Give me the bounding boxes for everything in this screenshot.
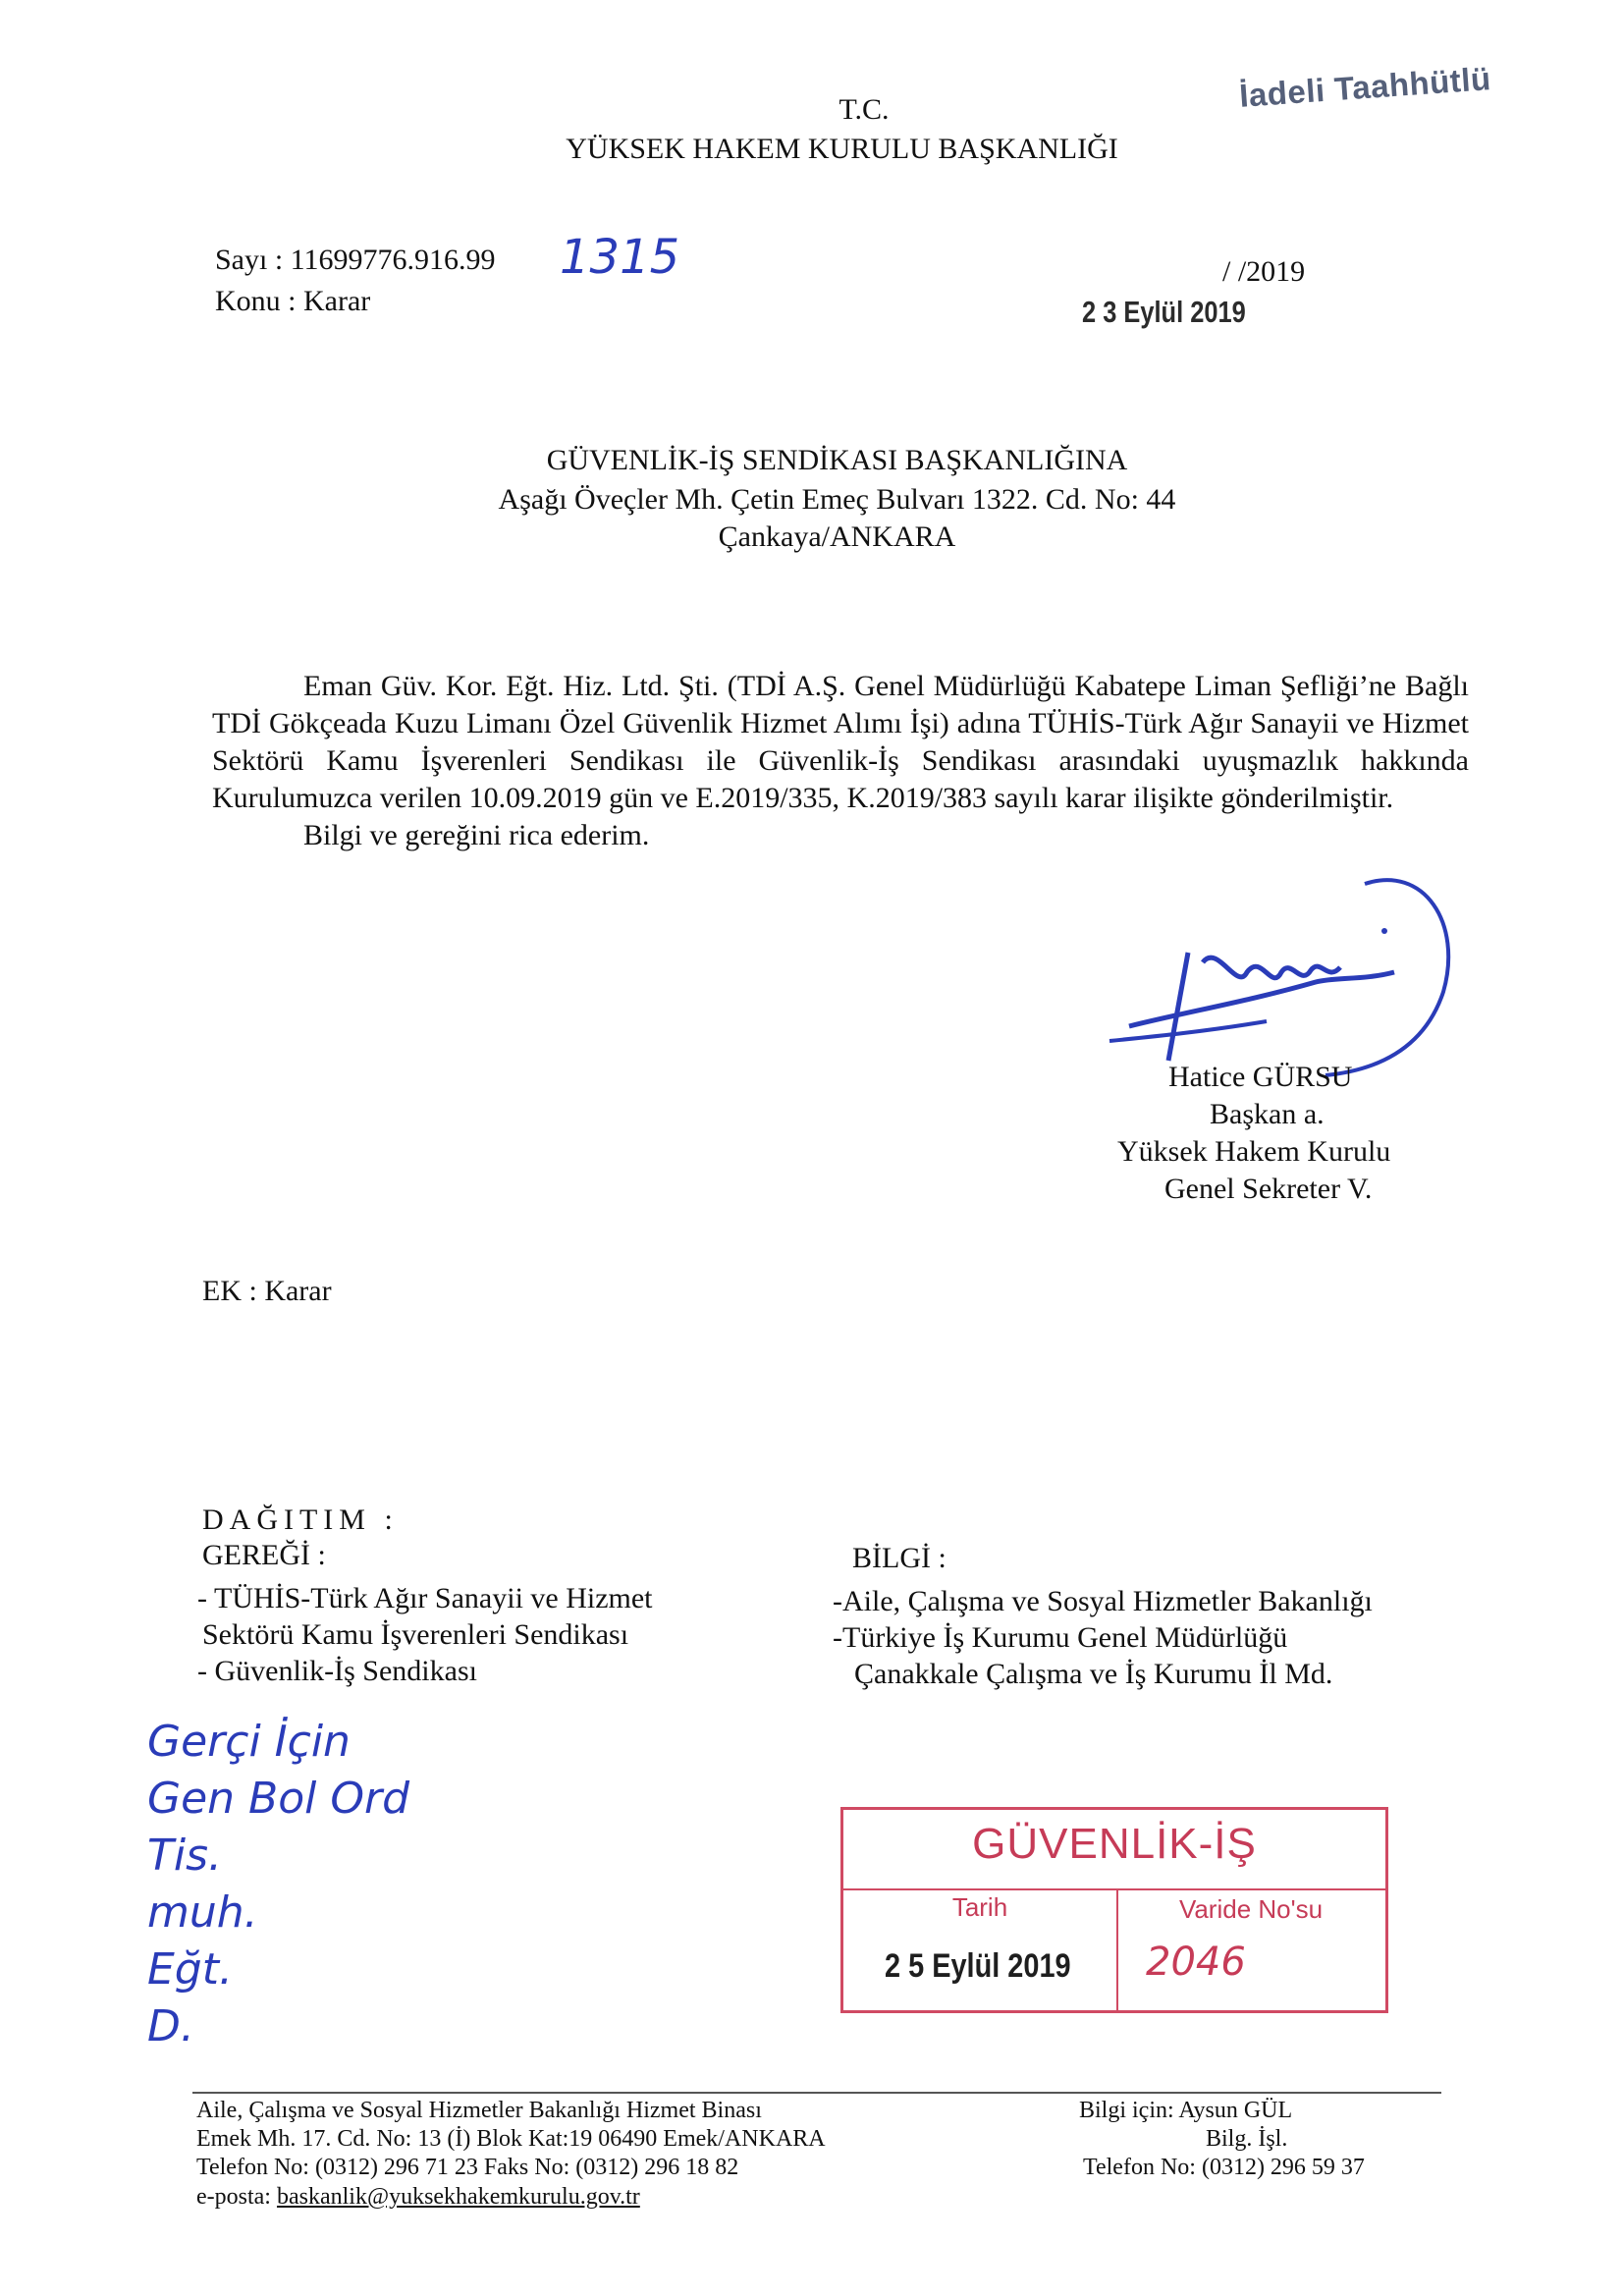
- body-paragraph: Eman Güv. Kor. Eğt. Hiz. Ltd. Şti. (TDİ A.Ş. Genel Müdürlüğü Kabatepe Liman Şefliği’ne Bağlı TDİ Gökçeada Kuzu Limanı Özel Güvenlik Hizmet Alımı İşi) adına TÜHİS-Türk Ağır Sanayii ve Hizmet Sektörü Kamu İşverenleri Sendikası ile Güvenlik-İş Sendikası arasındaki uyuşmazlık hakkında Kurulumuzca verilen 10.09.2019 gün ve E.2019/335, K.2019/383 sayılı karar ilişikte gönderilmiştir.: [212, 670, 1469, 814]
- signatory-title: Başkan a.: [1210, 1098, 1325, 1130]
- signatory-role: Genel Sekreter V.: [1164, 1173, 1373, 1205]
- received-date-header: Tarih: [951, 1892, 1008, 1922]
- action-recipient: - Güvenlik-İş Sendikası: [197, 1655, 477, 1687]
- registered-mail-stamp: İadeli Taahhütlü: [1237, 60, 1492, 114]
- received-number-header: Varide No'su: [1178, 1894, 1324, 1924]
- attachment-line: EK : Karar: [202, 1275, 332, 1307]
- footer-address-building: Aile, Çalışma ve Sosyal Hizmetler Bakanlığı Hizmet Binası: [196, 2098, 762, 2123]
- recipient-address: Aşağı Öveçler Mh. Çetin Emeç Bulvarı 1322. Cd. No: 44: [498, 483, 1176, 516]
- footer-address-street: Emek Mh. 17. Cd. No: 13 (İ) Blok Kat:19 06490 Emek/ANKARA: [196, 2126, 826, 2152]
- info-recipient: -Türkiye İş Kurumu Genel Müdürlüğü: [833, 1621, 1288, 1654]
- footer-email-link[interactable]: baskanlik@yuksekhakemkurulu.gov.tr: [276, 2184, 640, 2210]
- footer-email: [196, 2184, 640, 2211]
- handwritten-reference-number: 1315: [560, 230, 680, 285]
- received-stamp-title: GÜVENLİK-İŞ: [972, 1820, 1257, 1868]
- date-stamp: 2 3 Eylül 2019: [1082, 295, 1246, 329]
- recipient-name: GÜVENLİK-İŞ SENDİKASI BAŞKANLIĞINA: [546, 444, 1128, 476]
- signatory-name: Hatice GÜRSU: [1168, 1061, 1353, 1093]
- received-stamp: [840, 1807, 1388, 2013]
- info-recipient: Çanakkale Çalışma ve İş Kurumu İl Md.: [854, 1658, 1333, 1690]
- footer-contact-title: Bilg. İşl.: [1206, 2126, 1288, 2152]
- stamp-divider: [843, 1888, 1385, 1890]
- header-institution: YÜKSEK HAKEM KURULU BAŞKANLIĞI: [566, 133, 1118, 165]
- date-field: / /2019: [1222, 255, 1306, 288]
- action-recipient: - TÜHİS-Türk Ağır Sanayii ve Hizmet: [197, 1582, 653, 1614]
- subject-line: Konu : Karar: [215, 285, 371, 317]
- footer-email-label: e-posta:: [196, 2184, 277, 2210]
- body-closing: Bilgi ve gereğini rica ederim.: [303, 819, 650, 851]
- info-recipients-label: BİLGİ :: [852, 1542, 947, 1574]
- footer-contact-name: Bilgi için: Aysun GÜL: [1079, 2098, 1293, 2123]
- footer-divider: [192, 2092, 1441, 2094]
- distribution-heading: DAĞITIM :: [202, 1503, 399, 1536]
- header-tc: T.C.: [839, 93, 890, 126]
- action-recipients-label: GEREĞİ :: [202, 1539, 326, 1571]
- letter-body: [212, 668, 1469, 854]
- footer-contact-phone: Telefon No: (0312) 296 59 37: [1083, 2155, 1365, 2180]
- handwritten-routing-note: Gerçi İçin Gen Bol Ord Tis. muh. Eğt. D.: [147, 1717, 410, 2051]
- action-recipient: Sektörü Kamu İşverenleri Sendikası: [202, 1618, 629, 1651]
- info-recipient: -Aile, Çalışma ve Sosyal Hizmetler Bakanlığı: [833, 1585, 1373, 1617]
- footer-phone: Telefon No: (0312) 296 71 23 Faks No: (0312) 296 18 82: [196, 2155, 739, 2180]
- recipient-city: Çankaya/ANKARA: [718, 520, 956, 553]
- reference-number: Sayı : 11699776.916.99: [215, 244, 496, 276]
- received-date: 2 5 Eylül 2019: [885, 1947, 1071, 1985]
- received-number: 2046: [1146, 1940, 1246, 1985]
- signatory-organization: Yüksek Hakem Kurulu: [1117, 1135, 1391, 1168]
